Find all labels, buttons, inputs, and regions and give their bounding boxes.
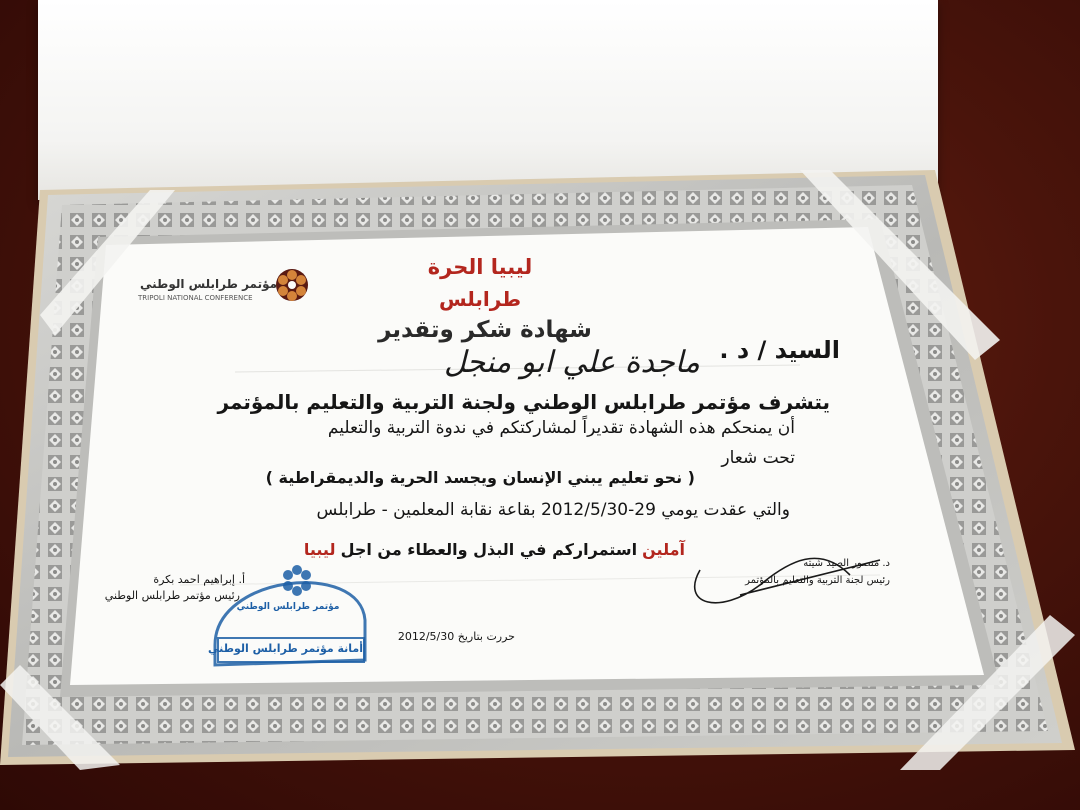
body-line-3: تحت شعار [721, 448, 795, 468]
body-line-4: والتي عقدت يومي 29-2012/5/30 بقاعة نقابة المعلمين - طرابلس [316, 500, 790, 520]
certificate-title: شهادة شكر وتقدير [378, 317, 592, 343]
slogan: ( نحو تعليم يبني الإنسان ويجسد الحرية والديمقراطية ) [265, 468, 695, 487]
logo-text-ar: مؤتمر طرابلس الوطني [140, 277, 278, 291]
body-line-1: يتشرف مؤتمر طرابلس الوطني ولجنة التربية والتعليم بالمؤتمر [217, 390, 830, 414]
certificate-folder [0, 165, 1080, 770]
closing-middle: استمراركم في البذل والعطاء من اجل [340, 540, 638, 559]
signatory-right-name: د. منصور الصيد شيته [803, 558, 890, 569]
stamp-logo-text: مؤتمر طرابلس الوطني [236, 602, 340, 612]
closing-prefix: آملين [642, 540, 685, 559]
signatory-left-name: أ. إبراهيم احمد بكرة [153, 573, 245, 586]
issue-date: حررت بتاريخ 2012/5/30 [397, 630, 515, 643]
recipient-prefix: السيد / د . [719, 336, 840, 364]
header-country: ليبيا الحرة [427, 255, 533, 279]
signatory-left-title: رئيس مؤتمر طرابلس الوطني [104, 589, 240, 602]
signatory-right-title: رئيس لجنة التربية والتعليم بالمؤتمر [745, 575, 890, 586]
body-line-2: أن يمنحكم هذه الشهادة تقديراً لمشاركتكم في ندوة التربية والتعليم [327, 418, 795, 438]
stamp-text: أمانة مؤتمر طرابلس الوطني [208, 642, 363, 655]
closing-line [285, 540, 685, 559]
recipient-name: ماجدة علي ابو منجل [443, 345, 700, 380]
header-city: طرابلس [438, 287, 522, 311]
logo-text-en: TRIPOLI NATIONAL CONFERENCE [138, 294, 253, 302]
closing-suffix: ليبيا [303, 540, 336, 559]
